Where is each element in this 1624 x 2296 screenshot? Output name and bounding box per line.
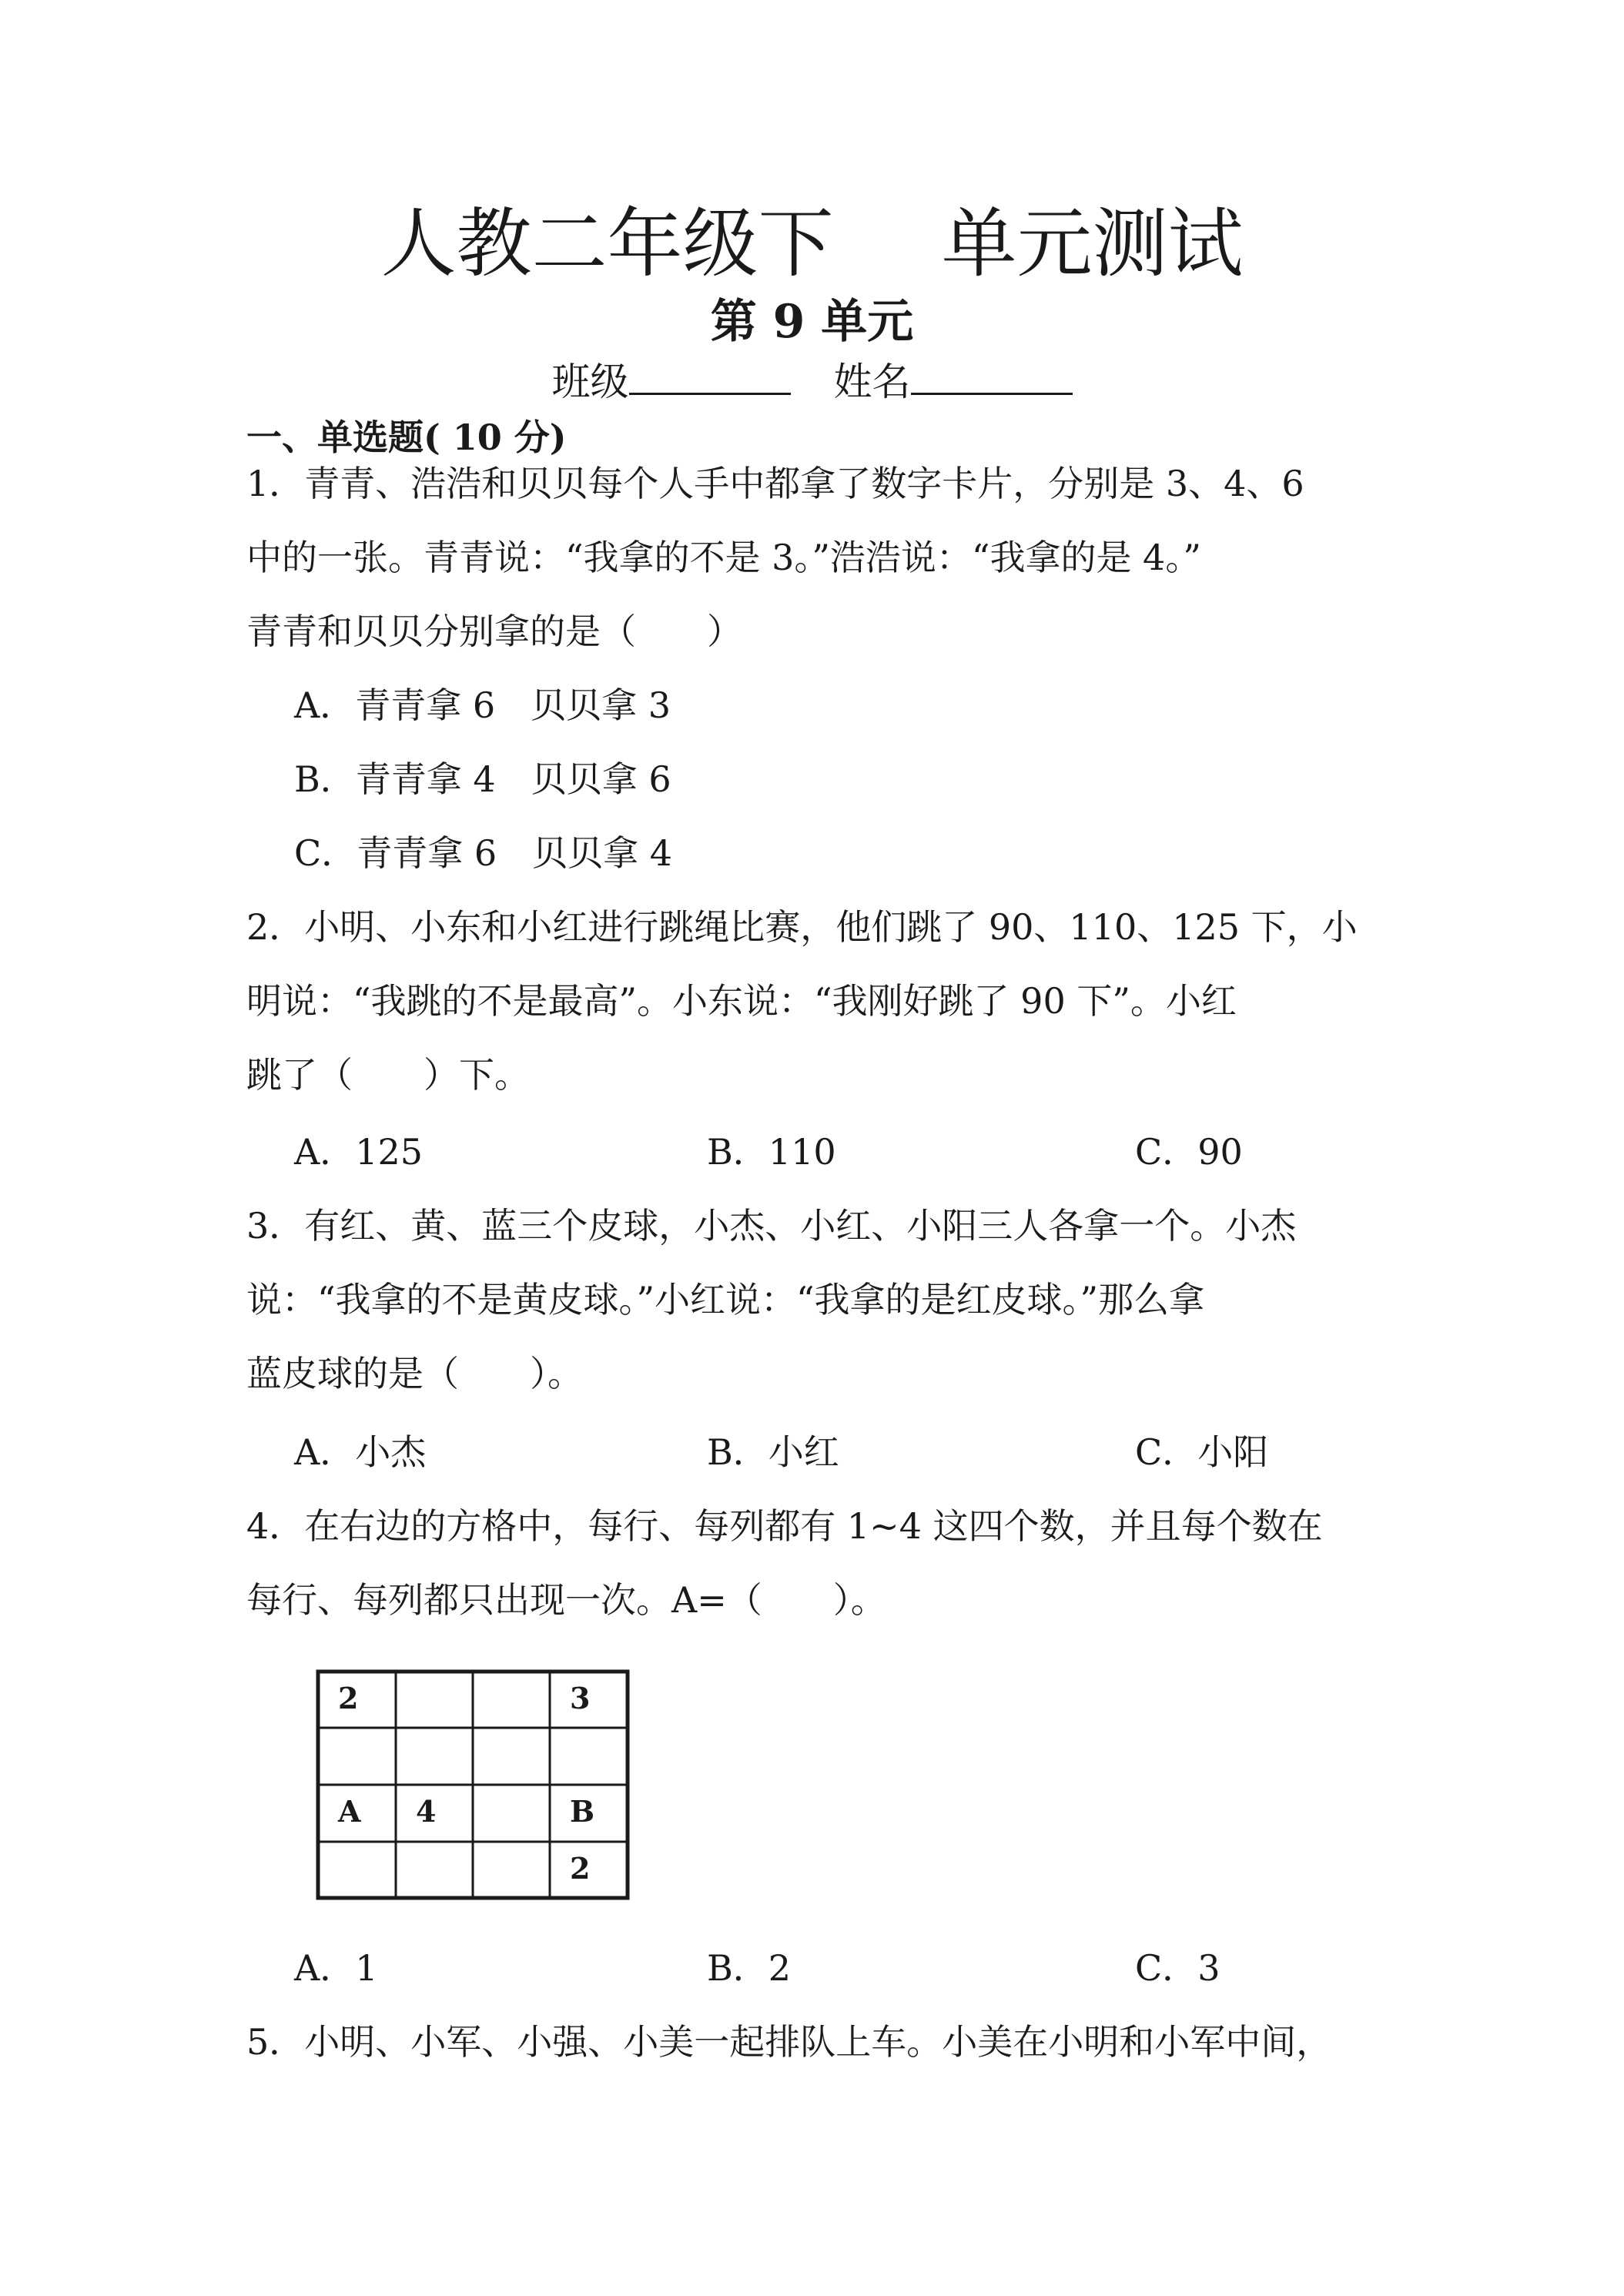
number-grid xyxy=(316,1669,631,1902)
question-1-line-1: 1．青青、浩浩和贝贝每个人手中都拿了数字卡片，分别是 3、4、6 xyxy=(246,463,1304,504)
student-info-row xyxy=(0,356,1624,407)
grid-cell-r3-c1: A xyxy=(338,1794,361,1829)
question-3-line-3: 蓝皮球的是（ ）。 xyxy=(246,1353,583,1394)
page-title xyxy=(0,202,1624,286)
unit-heading: 第 9 单元 xyxy=(710,295,914,349)
question-4-option-c[interactable]: C．3 xyxy=(1135,1947,1221,1989)
title-left: 人教二年级下 xyxy=(380,200,834,288)
question-2-option-a[interactable]: A．125 xyxy=(294,1131,424,1173)
question-3-option-a[interactable]: A．小杰 xyxy=(294,1431,427,1473)
question-4-line-2: 每行、每列都只出现一次。A=（ ）。 xyxy=(246,1579,886,1621)
question-3-line-2: 说：“我拿的不是黄皮球。”小红说：“我拿的是红皮球。”那么拿 xyxy=(246,1279,1205,1320)
question-1-option-b[interactable]: B．青青拿 4 贝贝拿 6 xyxy=(294,758,671,800)
question-2-line-1: 2．小明、小东和小红进行跳绳比赛，他们跳了 90、110、125 下，小 xyxy=(246,906,1358,948)
question-4-line-1: 4．在右边的方格中，每行、每列都有 1~4 这四个数，并且每个数在 xyxy=(246,1505,1323,1547)
question-1-line-2: 中的一张。青青说：“我拿的不是 3。”浩浩说：“我拿的是 4。” xyxy=(246,537,1201,578)
question-2-line-3: 跳了（ ）下。 xyxy=(246,1054,530,1096)
question-5-line-1: 5．小明、小军、小强、小美一起排队上车。小美在小明和小军中间， xyxy=(246,2021,1332,2063)
question-3-line-1: 3．有红、黄、蓝三个皮球，小杰、小红、小阳三人各拿一个。小杰 xyxy=(246,1205,1297,1247)
title-right: 单元测试 xyxy=(941,200,1244,288)
question-2-line-2: 明说：“我跳的不是最高”。小东说：“我刚好跳了 90 下”。小红 xyxy=(246,980,1237,1022)
section-heading: 一、单选题( 10 分) xyxy=(246,417,567,458)
question-1-option-a[interactable]: A．青青拿 6 贝贝拿 3 xyxy=(294,684,671,726)
name-blank[interactable] xyxy=(911,356,1073,395)
question-3-option-b[interactable]: B．小红 xyxy=(707,1431,839,1473)
question-3-option-c[interactable]: C．小阳 xyxy=(1135,1431,1269,1473)
grid-cell-r1-c4: 3 xyxy=(570,1681,591,1715)
grid-cell-r3-c2: 4 xyxy=(416,1794,437,1829)
question-2-option-b[interactable]: B．110 xyxy=(707,1131,836,1173)
question-4-option-a[interactable]: A．1 xyxy=(294,1947,378,1989)
question-4-option-b[interactable]: B．2 xyxy=(707,1947,792,1989)
question-2-option-c[interactable]: C．90 xyxy=(1135,1131,1243,1173)
grid-cell-r4-c4: 2 xyxy=(570,1851,591,1886)
grid-cell-r1-c1: 2 xyxy=(338,1681,359,1715)
question-1-option-c[interactable]: C．青青拿 6 贝贝拿 4 xyxy=(294,832,672,874)
question-1-line-3: 青青和贝贝分别拿的是（ ） xyxy=(246,611,742,652)
grid-cell-r3-c4: B xyxy=(570,1794,595,1829)
class-blank[interactable] xyxy=(629,356,791,395)
class-label: 班级 xyxy=(551,360,629,404)
name-label: 姓名 xyxy=(833,360,911,404)
